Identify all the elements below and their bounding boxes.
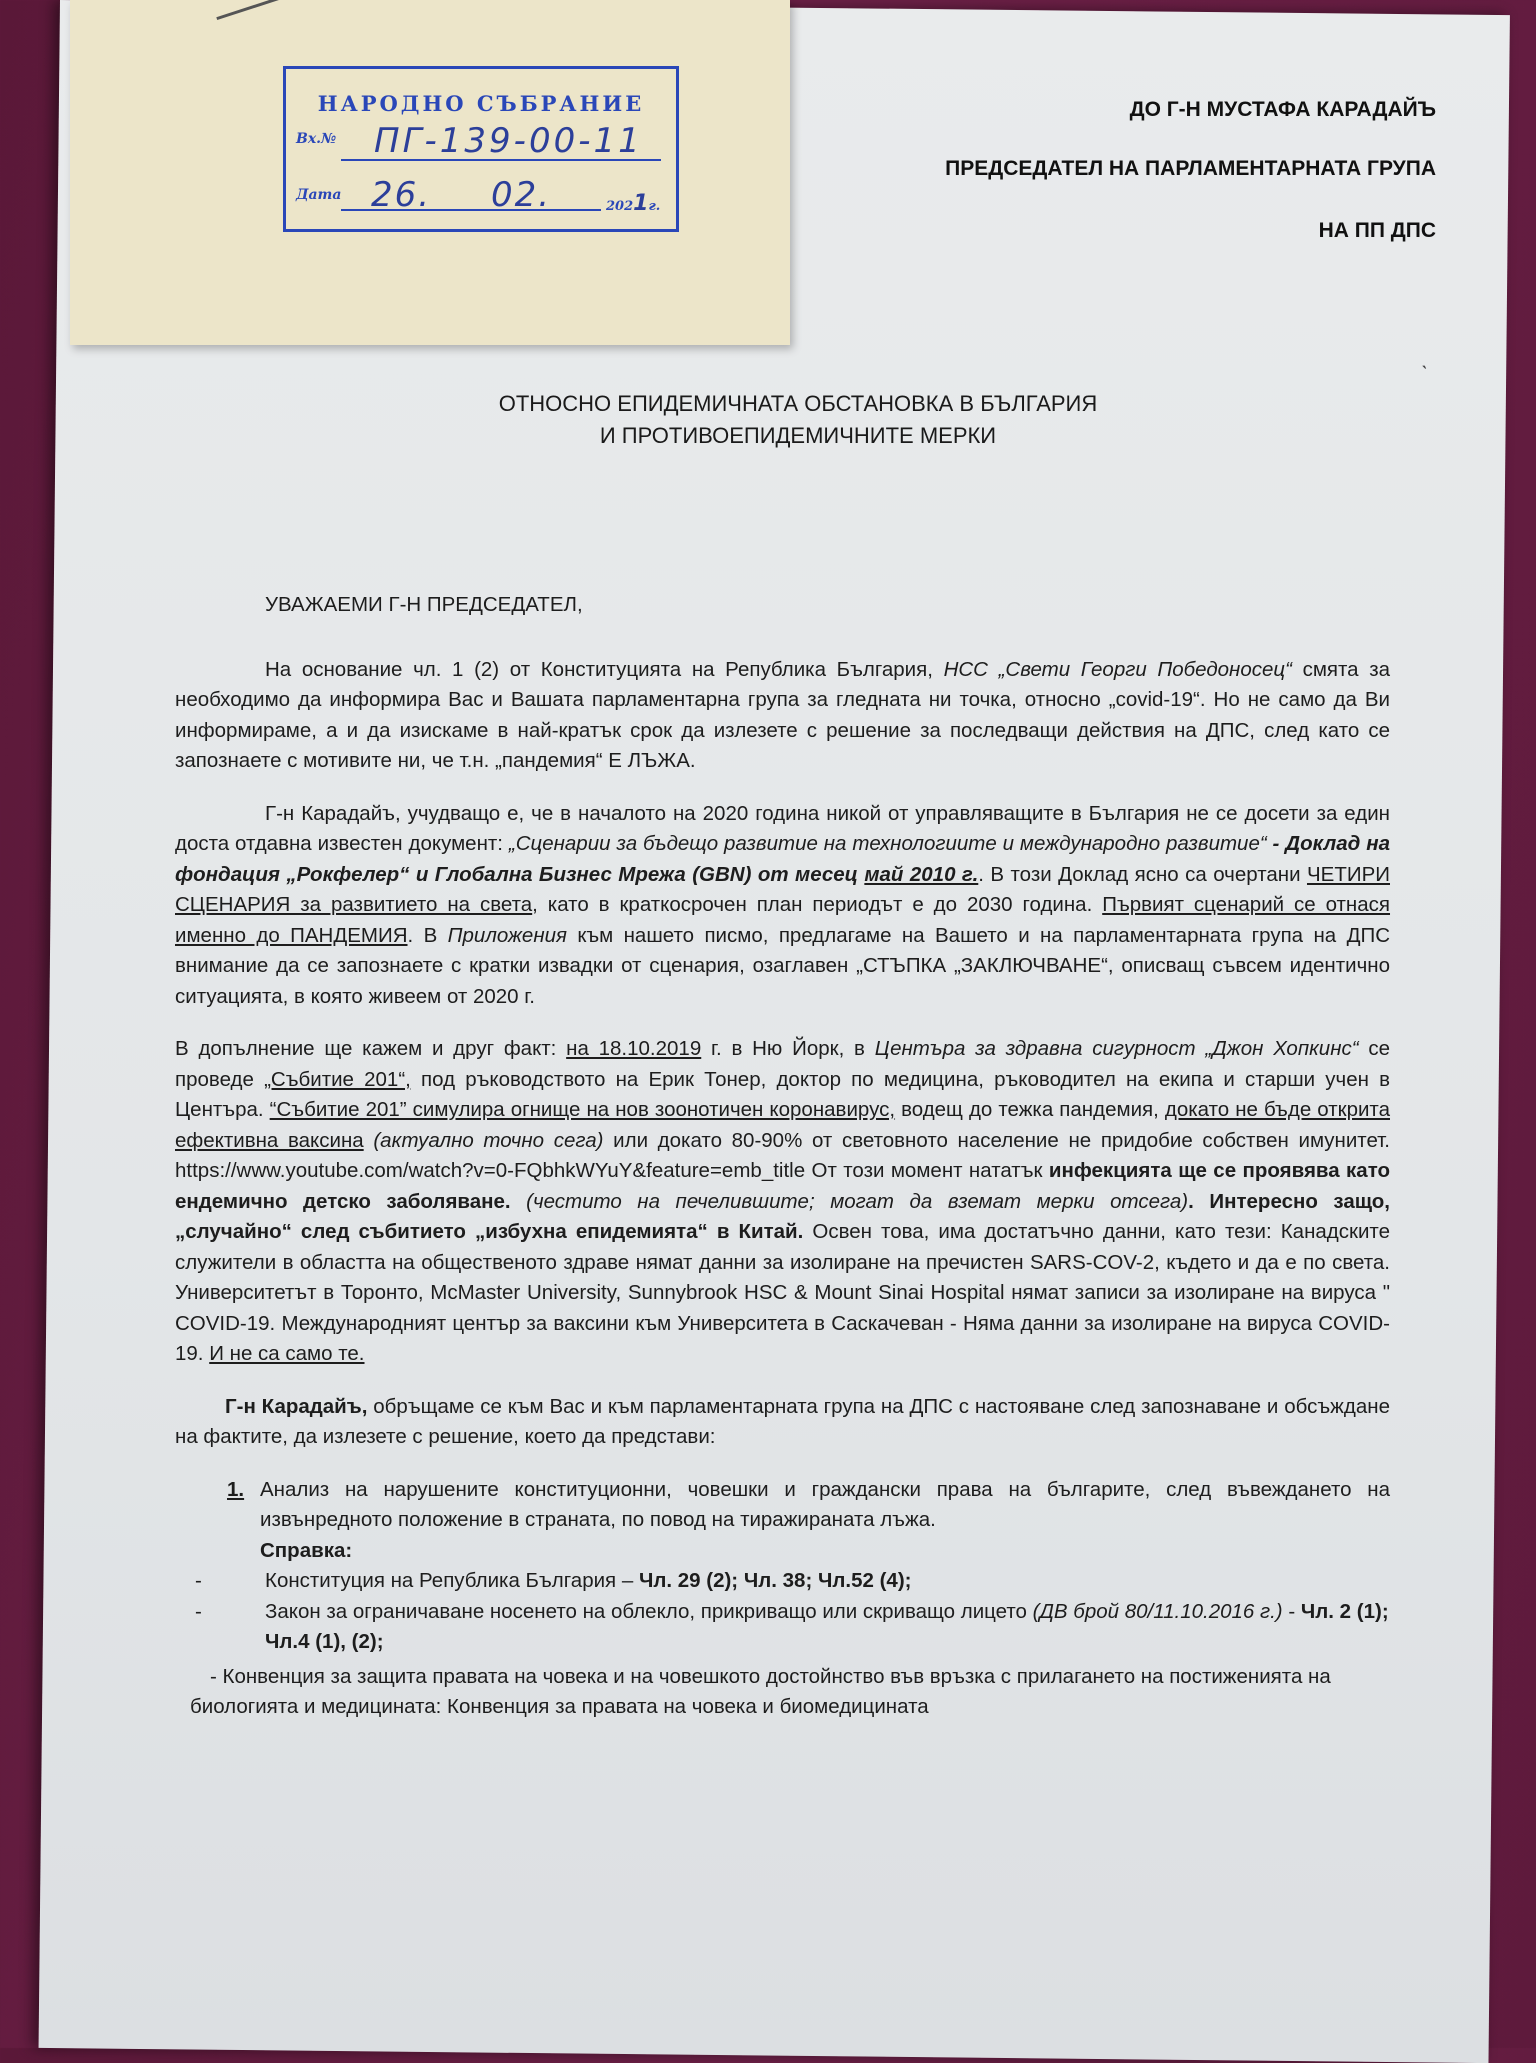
stamp-reg-label: Вх.№ (296, 131, 337, 147)
reference-3: - Конвенция за защита правата на човека и на човешкото достойнство във връзка с прилагането на постиженията на биологията и медицината: Конвенция за правата на човека и биомедицината (190, 1664, 1331, 1718)
ink-mark: ˎ (1421, 344, 1429, 370)
paragraph-2: Г-н Карадайъ, учудващо е, че в началото на 2020 година никой от управляващите в България не се досети за един доста отдавна известен документ: „Сценарии за бъдещо развитие на технологиите и международно развитие“ - Доклад на фондация „Рокфелер“ и Глобална Бизнес Мрежа (GBN) от месец май 2010 г.. В този Доклад ясно са очертани ЧЕТИРИ СЦЕНАРИЯ за развитието на света, като в краткосрочен план периодът е до 2030 година. Първият сценарий се отнася именно до ПАНДЕМИЯ. В Приложения към нашето писмо, предлагаме на Вашето и на парламентарната група на ДПС внимание да се запознаете с кратки извадки от сценария, озаглавен „СТЪПКА „ЗАКЛЮЧВАНЕ“, описващ съвсем идентично ситуацията, в която живеем от 2020 г. (175, 801, 1391, 1008)
paragraph-3: В допълнение ще кажем и друг факт: на 18.10.2019 г. в Ню Йорк, в Центъра за здравна сигурност „Джон Хопкинс“ се проведе „Събитие 201“, под ръководството на Ерик Тонер, доктор по медицина, ръководител на екипа и старши учен в Центъра. “Събитие 201” симулира огнище на нов зоонотичен коронавирус, водещ до тежка пандемия, докато не бъде открита ефективна ваксина (актуално точно сега) или докато 80-90% от световното население не придобие собствен имунитет. https://www.youtube.com/watch?v=0-FQbhkWYuY&feature=emb_title От този момент нататък инфекцията ще се проявява като ендемично детско заболяване. (честито на печелившите; могат да вземат мерки отсега). Интересно защо, „случайно“ след събитието „избухна епидемията“ в Китай. Освен това, има достатъчно данни, като тези: Канадските служители в областта на общественото здраве нямат данни за изолиране на пречистен SARS-COV-2, където и да е по света. Университетът в Торонто, McMaster University, Sunnybrook HSC & Mount Sinai Hospital нямат записи за изолиране на вируса " COVID-19. Международният център за ваксини към Университета в Саскачеван - Няма данни за изолиране на вируса COVID-19. И не са само те. (175, 1037, 1390, 1365)
recipient-line-1: ДО Г-Н МУСТАФА КАРАДАЙЪ (1129, 98, 1436, 121)
stamp-institution: НАРОДНО СЪБРАНИЕ (317, 91, 645, 116)
list-item-1: 1. Анализ на нарушените конституционни, човешки и граждански права на българите, след въвеждането на извънредното положение в страната, по повод на тиражираната лъжа. Справка: (175, 1475, 1390, 1567)
reference-1: - Конституция на Република България – Чл. 29 (2); Чл. 38; Чл.52 (4); (195, 1569, 912, 1592)
paragraph-4: Г-н Карадайъ, обръщаме се към Вас и към парламентарната група на ДПС с настояване след запознаване и обсъждане на фактите, да излезете с решение, което да представи: (175, 1394, 1390, 1448)
sticky-note (70, 0, 790, 345)
stamp-date-month: 02. (491, 175, 552, 215)
stamp-date-day: 26. (371, 175, 432, 215)
list-number: 1. (227, 1477, 245, 1501)
stamp-date-year: 2021г. (606, 191, 661, 216)
subject-heading: ОТНОСНО ЕПИДЕМИЧНАТА ОБСТАНОВКА В БЪЛГАРИЯ И ПРОТИВОЕПИДЕМИЧНИТЕ МЕРКИ (498, 391, 1098, 448)
registration-stamp (283, 66, 679, 232)
recipient-line-3: НА ПП ДПС (1318, 219, 1436, 242)
pen-mark (216, 0, 285, 20)
letter-body (175, 590, 1390, 1723)
reference-label: Справка: (260, 1538, 353, 1562)
recipient-line-2: ПРЕДСЕДАТЕЛ НА ПАРЛАМЕНТАРНАТА ГРУПА (945, 157, 1436, 180)
paragraph-1: На основание чл. 1 (2) от Конституцията на Република България, НСС „Свети Георги Победоносец“ смята за необходимо да информира Вас и Вашата парламентарна група за гледната ни точка, относно „covid-19“. Но не само да Ви информираме, а и да изискаме в най-кратък срок да излезете с решение за последващи действия на ДПС, след като се запознаете с мотивите ни, че т.н. „пандемия“ Е ЛЪЖА. (175, 657, 1391, 772)
salutation: УВАЖАЕМИ Г-Н ПРЕДСЕДАТЕЛ, (265, 593, 583, 616)
reference-2: - Закон за ограничаване носенето на облекло, прикриващо или скриващо лицето (ДВ брой 80/11.10.2016 г.) - Чл. 2 (1); Чл.4 (1), (2); (195, 1599, 1389, 1653)
stamp-date-label: Дата (296, 187, 342, 203)
stamp-reg-number: ПГ-139-00-11 (374, 121, 643, 161)
